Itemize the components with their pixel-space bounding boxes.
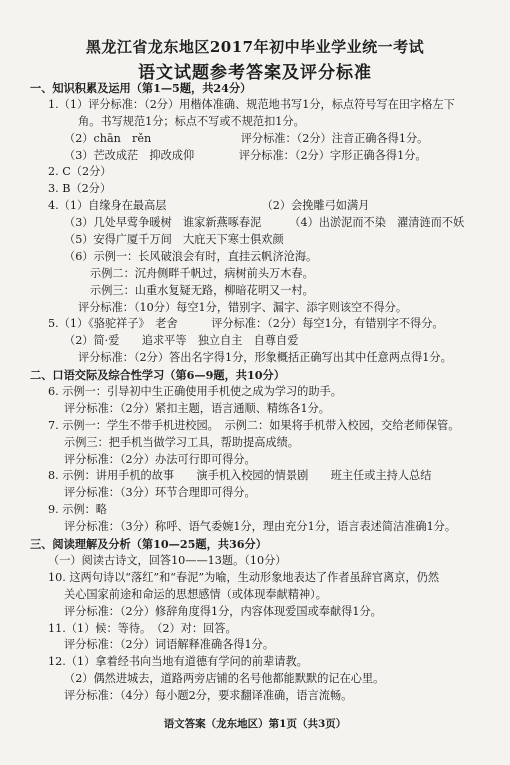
section-heading: 三、阅读理解及分析（第10—25题，共36分） [30, 537, 267, 552]
answer-line: 关心国家前途和命运的思想感情（或体现奉献精神）。 [64, 587, 327, 601]
answer-line: 5.（1）《骆驼祥子》 老舍 评分标准：（2分）每空1分，有错别字不得分。 [48, 317, 444, 331]
answer-line: 10. 这两句诗以“落红”和“春泥”为喻，生动形象地表达了作者虽辞官离京，仍然 [48, 570, 440, 584]
answer-line: 6. 示例一：引导初中生正确使用手机使之成为学习的助手。 [48, 385, 342, 399]
answer-line: （3）芒改成茫 抑改成仰 评分标准：（2分）字形正确各得1分。 [64, 148, 427, 162]
answer-line: （3）几处早莺争暖树 谁家新燕啄春泥 （4）出淤泥而不染 濯清涟而不妖 [64, 216, 465, 230]
answer-line: 8. 示例：讲用手机的故事 演手机入校园的情景剧 班主任或主持人总结 [48, 469, 432, 483]
answer-line: （一）阅读古诗文，回答10——13题。（10分） [48, 553, 287, 567]
answer-line: 11.（1）候：等待。 （2）对：回答。 [48, 621, 237, 635]
answer-line: 示例三：山重水复疑无路，柳暗花明又一村。 [90, 283, 314, 297]
answer-line: 评分标准：（4分）每小题2分，要求翻译准确，语言流畅。 [64, 689, 353, 703]
answer-line: （2）简·爱 追求平等 独立自主 自尊自爱 [64, 334, 299, 348]
answer-line: 2. C（2分） [48, 165, 112, 179]
document-title: 黑龙江省龙东地区2017年初中毕业学业统一考试 [85, 38, 425, 56]
answer-line: （2）偶然进城去，道路两旁店铺的名号他都能默默的记在心里。 [64, 672, 385, 686]
document-subtitle: 语文试题参考答案及评分标准 [138, 63, 372, 83]
answer-line: （6）示例一：长风破浪会有时，直挂云帆济沧海。 [64, 249, 318, 263]
answer-line: 评分标准：（2分）词语解释准确各得1分。 [64, 638, 275, 652]
answer-content [30, 80, 495, 705]
answer-line: 评分标准：（3分）环节合理即可得分。 [64, 486, 256, 500]
answer-line: 示例二：沉舟侧畔千帆过，病树前头万木春。 [90, 266, 314, 280]
answer-line: 示例三：把手机当做学习工具，帮助提高成绩。 [64, 435, 299, 449]
answer-line: 评分标准：（2分）办法可行即可得分。 [64, 452, 256, 466]
section-heading: 一、知识积累及运用（第1—5题，共24分） [30, 81, 252, 95]
answer-line: 9. 示例：略 [48, 503, 107, 517]
answer-line: 1.（1）评分标准：（2分）用楷体准确、规范地书写1分，标点符号写在田字格左下 [48, 97, 455, 111]
answer-line: 评分标准：（2分）修辞角度得1分，内容体现爱国或奉献得1分。 [64, 604, 382, 618]
answer-line: 7. 示例一：学生不带手机进校园。 示例二：如果将手机带入校园，交给老师保管。 [48, 418, 460, 432]
answer-line: 评分标准：（3分）称呼、语气委婉1分，理由充分1分，语言表述简洁准确1分。 [64, 520, 457, 534]
answer-line: 角。书写规范1分；标点不写或不规范扣1分。 [78, 114, 305, 128]
answer-line: 评分标准：（2分）答出名字得1分，形象概括正确写出其中任意两点得1分。 [78, 351, 452, 365]
answer-line: 评分标准：（2分）紧扣主题，语言通顺、精练各1分。 [64, 401, 330, 415]
section-heading: 二、口语交际及综合性学习（第6—9题，共10分） [30, 368, 285, 383]
answer-line: （5）安得广厦千万间 大庇天下寒士俱欢颜 [64, 233, 284, 247]
answer-line: 12.（1）拿着经书向当地有道德有学问的前辈请教。 [48, 655, 308, 669]
answer-line: 3. B（2分） [48, 182, 112, 196]
answer-line: 评分标准：（10分）每空1分，错别字、漏字、添字则该空不得分。 [78, 300, 408, 314]
answer-line: （2）chān rěn 评分标准：（2分）注音正确各得1分。 [64, 131, 429, 145]
answer-line: 4.（1）自缘身在最高层 （2）会挽雕弓如满月 [48, 199, 370, 213]
page-footer: 语文答案（龙东地区）第1页（共3页） [163, 718, 347, 730]
